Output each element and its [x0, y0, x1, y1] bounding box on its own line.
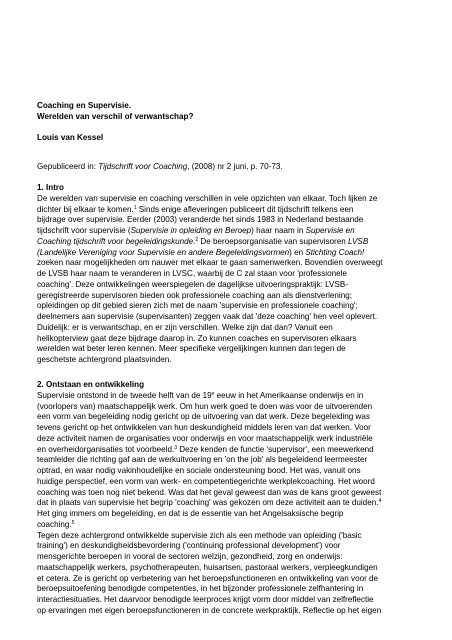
text-run: dat in plaats van supervisie het begrip 'coaching' was gekozen om deze activiteit aan te duiden. — [37, 498, 379, 508]
text-run: . — [193, 236, 196, 246]
text-line: geregistreerde supervisoren bieden ook professionele coaching aan als dienstverlening; — [37, 290, 352, 300]
text-line: (voorlopers van) maatschappelijk werk. Om hun werk goed te doen was voor de uitvoerenden — [37, 401, 373, 411]
text-run-italic: LVSB — [347, 236, 369, 246]
text-line — [37, 445, 437, 456]
text-line — [37, 237, 437, 248]
section-heading: 1. Intro — [37, 183, 64, 192]
text-line: optrad, en waar nodig vakinhoudelijke en sociale ondersteuning bood. Het was, vanuit ons — [37, 466, 361, 475]
text-line: huidige perspectief, een vorm van werk- en competentiegerichte werkplekcoaching. Het woord — [37, 476, 375, 486]
text-run-italic: Supervisie en — [305, 226, 355, 235]
text-line: coaching was toen nog niet bekend. Was dat het geval geweest dan was de kans groot geweest — [37, 487, 382, 497]
text-run-italic: Coaching tijdschrift voor begeleidingskunde — [37, 236, 194, 246]
text-line: Tegen deze achtergrond ontwikkelde supervisie zich als een methode van opleiding ('basic — [37, 530, 362, 540]
text-run: ) haar naam in — [251, 226, 306, 235]
author: Louis van Kessel — [37, 133, 104, 142]
text-run: De beroepsorganisatie van supervisoren — [198, 236, 348, 246]
text-run: Deze kenden de functie 'supervisor', een meewerkend — [177, 444, 374, 454]
text-run: coaching. — [37, 519, 72, 529]
pub-journal: Tijdschrift voor Coaching — [98, 162, 188, 171]
text-run: dichter bij elkaar te komen. — [37, 204, 134, 214]
text-run-italic: Supervisie in opleiding en Beroep — [130, 226, 252, 235]
text-line — [37, 498, 437, 509]
text-line: werelden wat beter leren kennen. Meer specifieke vergelijkingen kunnen dan tegen de — [37, 344, 346, 354]
text-line: bijdrage over supervisie. Eerder (2003) veranderde het sinds 1983 in Nederland bestaande — [37, 215, 364, 225]
text-line: zoeken naar mogelijkheden om nauwer met elkaar te gaan samenwerken. Bovendien overweegt — [37, 258, 383, 268]
text-line: coaching'. Deze ontwikkelingen weerspiegelen de dagelijkse uitvoeringspraktijk: LVSB- — [37, 279, 348, 289]
text-run: Sinds enige afleveringen publiceert dit tijdschrift telkens een — [136, 204, 354, 214]
title-line-1: Coaching en Supervisie. — [37, 101, 132, 110]
text-line: beroepsuitoefening benodigde competenties, in het bijzonder professionele zelfhantering in — [37, 584, 364, 594]
document-title — [37, 101, 437, 123]
text-line: helikopterview gaat deze bijdrage daarop in. Zo kunnen coaches en supervisoren elkaars — [37, 333, 357, 343]
pub-suffix: , (2008) nr 2 juni, p. 70-73. — [187, 162, 283, 171]
superscript: e — [211, 390, 215, 397]
publication-info — [37, 162, 437, 173]
footnote-ref: 4 — [378, 498, 382, 505]
footnote-ref: 3 — [174, 444, 178, 451]
pub-prefix: Gepubliceerd in: — [37, 162, 99, 171]
text-line: Duidelijk: er is verwantschap, en er zijn verschillen. Welke zijn dat dan? Vanuit een — [37, 322, 333, 332]
text-line — [37, 391, 437, 402]
text-run: en overheidorganisaties tot voorbeeld. — [37, 444, 175, 454]
text-run: ) en — [289, 247, 306, 257]
text-line: interactiesituaties. Het daarvoor benodigde leerproces krijgt vorm door middel van zelfreflectie — [37, 595, 374, 604]
footnote-ref: 2 — [195, 236, 199, 243]
text-line — [37, 205, 437, 216]
text-run: eeuw in het Amerikaanse onderwijs en in — [214, 390, 364, 400]
title-line-2: Werelden van verschil of verwantschap? — [37, 111, 194, 121]
text-line: mensgerichte beroepen in vooral de sectoren welzijn, gezondheid, zorg en onderwijs: — [37, 552, 343, 561]
text-line: tevens gericht op het ontwikkelen van hun deskundigheid middels leren van dat werken. Voor — [37, 423, 371, 432]
text-line: deze activiteit namen de organisaties voor onderwijs en voor maatschappelijk werk industriële — [37, 433, 373, 443]
section-origins — [37, 380, 437, 617]
text-line: et cetera. Ze is gericht op verbetering van het beroepsfunctioneren en ontwikkeling van voor de — [37, 573, 379, 583]
text-line: een vorm van begeleiding nodig gericht op de uitvoering van dat werk. Deze begeleiding was — [37, 412, 370, 422]
section-heading: 2. Ontstaan en ontwikkeling — [37, 380, 145, 389]
text-run: Supervisie ontstond in de tweede helft van de 19 — [37, 390, 212, 400]
text-line: op ervaringen met eigen beroepsfunctioneren in de concrete werkpraktijk. Reflectie op het eigen — [37, 605, 382, 615]
text-line — [37, 520, 437, 531]
footnote-ref: 5 — [71, 519, 75, 526]
text-line — [37, 226, 437, 237]
text-line: De werelden van supervisie en coaching verschillen in vele opzichten van elkaar. Toch lijken ze — [37, 193, 378, 203]
text-run-italic: Stichting Coach! — [305, 247, 365, 257]
text-line: opleidingen op dit gebied sieren zich met de naam 'supervisie en professionele coaching'; — [37, 301, 358, 311]
text-line: maatschappelijk werkers, psychotherapeuten, huisartsen, pastoraal werkers, verpleegkundigen — [37, 562, 378, 572]
footnote-ref: 1 — [133, 204, 137, 211]
text-line: training') en deskundigheidsbevordering ('continuing professional development') voor — [37, 541, 341, 551]
text-line: geschetste achtergrond plaatsvinden. — [37, 355, 172, 364]
text-run: tijdschrift voor supervisie ( — [37, 226, 131, 235]
section-intro — [37, 183, 437, 366]
text-line: teamleider die richting gaf aan de werkuitvoering en 'on the job' als begeleidend leermeester — [37, 455, 368, 465]
text-line — [37, 248, 437, 259]
text-line: Het ging immers om begeleiding, en dat is de essentie van het Angelsaksische begrip — [37, 509, 344, 518]
text-run-italic: (Landelijke Vereniging voor Supervisie en andere Begeleidingsvormen — [37, 247, 290, 257]
text-line: de LVSB haar naam te veranderen in LVSC, waarbij de C zal staan voor 'professionele — [37, 269, 347, 278]
text-line: deelnemers aan supervisie (supervisanten) zeggen vaak dat 'deze coaching' hen veel oplevert. — [37, 312, 378, 321]
